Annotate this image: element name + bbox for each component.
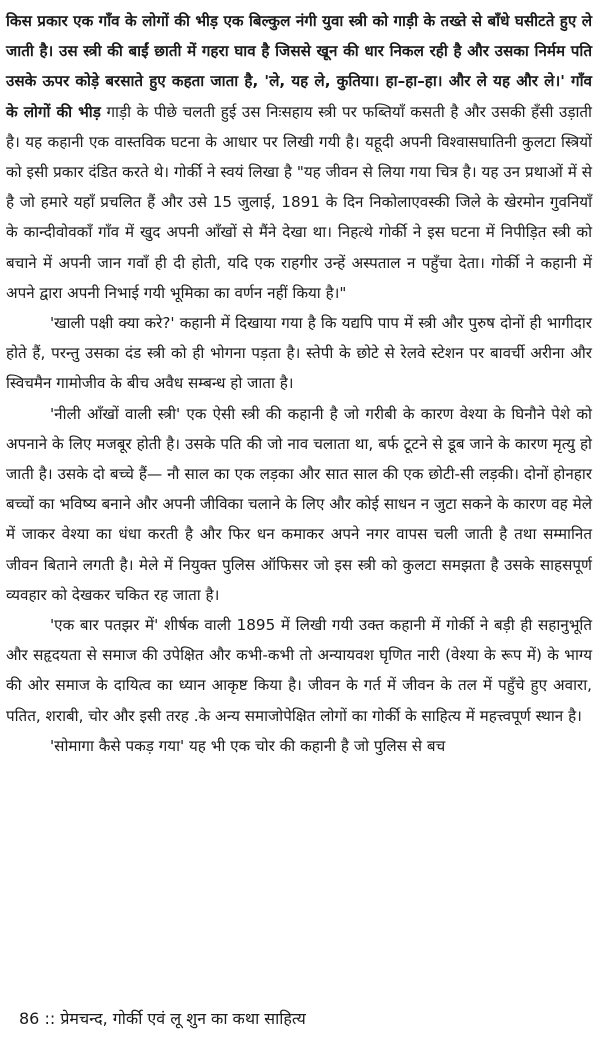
paragraph: 'खाली पक्षी क्या करे?' कहानी में दिखाया गया है कि यद्यपि पाप में स्त्री और पुरुष दोनों ही भागीदार होते हैं, परन्तु उसका दंड स्त्री को ही भोगना पड़ता है। स्तेपी के छोटे से रेलवे स्टेशन पर बावर्ची अरीना और स्विचमैन गामोजीव के बीच अवैध सम्बन्ध हो जाता है।	[6, 314, 592, 393]
body-text	[6, 6, 592, 761]
paragraph	[6, 6, 592, 308]
paragraph-bold-lead: किस प्रकार एक गाँव के लोगों की भीड़ एक बिल्कुल नंगी युवा स्त्री को गाड़ी के तख्ते से बाँधे घसीटते हुए ले जाती है। उस स्त्री की बाईं छाती में गहरा घाव है जिससे खून की धार निकल रही है और उसका निर्मम पति उसके ऊपर कोड़े बरसाते हुए कहता जाता है, 'ले, यह ले, कुतिया। हा–हा–हा। और ले यह और ले।' गाँव के लोगों की भीड़	[6, 12, 592, 121]
paragraph: 'एक बार पतझर में' शीर्षक वाली 1895 में लिखी गयी उक्त कहानी में गोर्की ने बड़ी ही सहानुभूति और सहृदयता से समाज की उपेक्षित और कभी-कभी तो अन्यायवश घृणित नारी (वेश्या के रूप में) के भाग्य की ओर समाज के दायित्व का ध्यान आकृष्ट किया है। जीवन के गर्त में जीवन के तल में पहुँचे हुए अवारा, पतित, शराबी, चोर और इसी तरह .के अन्य समाजोपेक्षित लोगों का गोर्की के साहित्य में महत्त्वपूर्ण स्थान है।	[6, 616, 592, 725]
paragraph: 'सोमागा कैसे पकड़ गया' यह भी एक चोर की कहानी है जो पुलिस से बच	[50, 736, 446, 755]
paragraph-text: गाड़ी के पीछे चलती हुई उस निःसहाय स्त्री पर फब्तियाँ कसती है और उसकी हँसी उड़ाती है। यह कहानी एक वास्तविक घटना के आधार पर लिखी गयी है। यहूदी अपनी विश्वासघातिनी कुलटा स्त्रियों को इसी प्रकार दंडित करते थे। गोर्की ने स्वयं लिखा है "यह जीवन से लिया गया चित्र है। यह उन प्रथाओं में से है जो हमारे यहाँ प्रचलित हैं और उसे 15 जुलाई, 1891 के दिन निकोलाएवस्की जिले के खेरमोन गुवनियाँ के कान्दीवोवकाँ गाँव में खुद अपनी आँखों से मैंने देखा था। निहत्थे गोर्की ने इस घटना में निपीड़ित स्त्री को बचाने में अपनी जान गवाँ ही दी होती, यदि एक राहगीर उन्हें अस्पताल न पहुँचा देता। गोर्की ने कहानी में अपने द्वारा अपनी निभाई गयी भूमिका का वर्णन नहीं किया है।"	[6, 102, 592, 302]
paragraph: 'नीली आँखों वाली स्त्री' एक ऐसी स्त्री की कहानी है जो गरीबी के कारण वेश्या के घिनौने पेशे को अपनाने के लिए मजबूर होती है। उसके पति की जो नाव चलाता था, बर्फ टूटने से डूब जाने के कारण मृत्यु हो जाती है। उसके दो बच्चे हैं— नौ साल का एक लड़का और सात साल की एक छोटी-सी लड़की। दोनों होनहार बच्चों का भविष्य बनाने और अपनी जीविका चलाने के लिए और कोई साधन न जुटा सकने के कारण वह मेले में जाकर वेश्या का धंधा करती है और फिर धन कमाकर अपने नगर वापस चली जाती है तथा सम्मानित जीवन बिताने लगती है। मेले में नियुक्त पुलिस ऑफिसर जो इस स्त्री को कुलटा समझता है उसके साहसपूर्ण व्यवहार को देखकर चकित रह जाता है।	[6, 404, 592, 604]
page-footer: 86 :: प्रेमचन्द, गोर्की एवं लू शुन का कथा साहित्य	[19, 1009, 306, 1028]
